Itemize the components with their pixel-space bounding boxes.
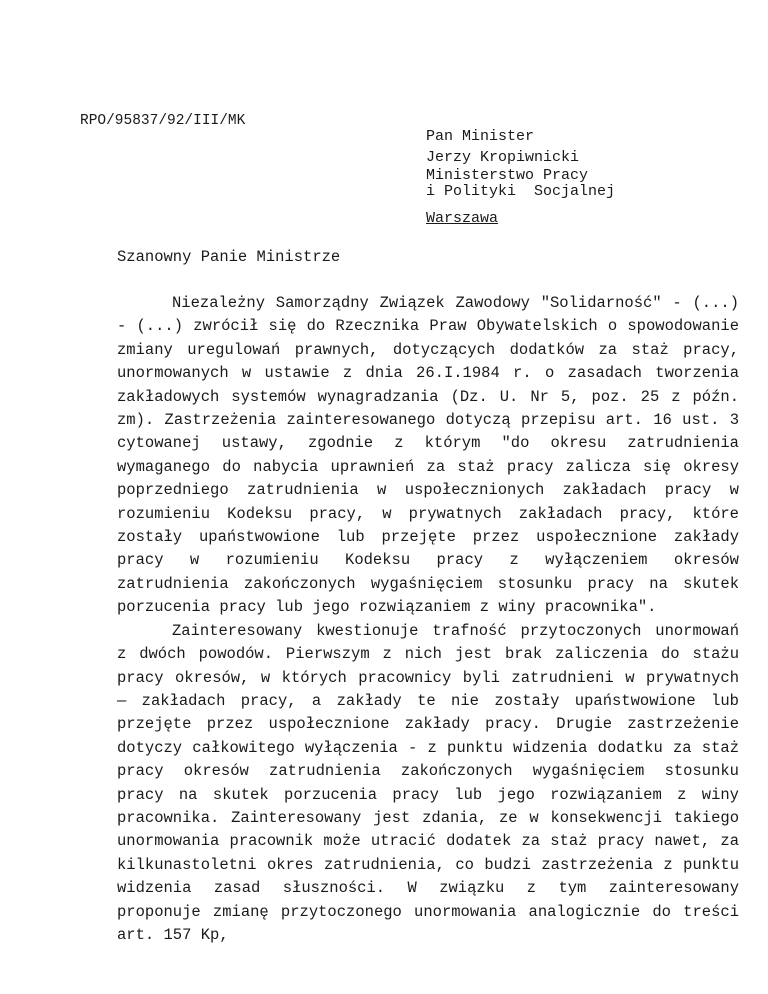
addressee-city: Warszawa <box>426 210 499 227</box>
addressee-ministry-line1: Ministerstwo Pracy <box>426 167 589 184</box>
reference-number: RPO/95837/92/III/MK <box>80 113 246 129</box>
addressee-ministry-line2: i Polityki Socjalnej <box>426 183 616 200</box>
salutation: Szanowny Panie Ministrze <box>117 248 341 266</box>
addressee-block <box>426 126 615 229</box>
body-paragraph-2: Zainteresowany kwestionuje trafność przytoczonych unormowań z dwóch powodów. Pierwszym z nich jest brak zaliczenia do stażu pracy okresów, w których pracownicy byli zatrudnieni w prywatnych — zakładach pracy, a zakłady te nie zostały upaństwowione lub przejęte przez uspołecznione zakłady pracy. Drugie zastrzeżenie dotyczy całkowitego wyłączenia - z punktu widzenia dodatku za staż pracy okresów zatrudnienia zakończonych wygaśnięciem stosunku pracy na skutek porzucenia pracy lub jego rozwiązaniem z winy pracownika. Zainteresowany jest zdania, ze w konsekwencji takiego unormowania pracownik może utracić dodatek za staż pracy nawet, za kilkunastoletni okres zatrudnienia, co budzi zastrzeżenia z punktu widzenia zasad słuszności. W związku z tym zainteresowany proponuje zmianę przytoczonego unormowania analogicznie do treści art. 157 Kp, <box>117 621 739 944</box>
addressee-title: Pan Minister <box>426 128 535 145</box>
letter-body <box>117 292 739 947</box>
addressee-name: Jerzy Kropiwnicki <box>426 149 580 166</box>
addressee-spacer <box>426 200 615 206</box>
body-paragraph-1: Niezależny Samorządny Związek Zawodowy "Solidarność" - (...) - (...) zwrócił się do Rzecznika Praw Obywatelskich o spowodowanie zmiany uregulowań prawnych, dotyczących dodatków za staż pracy, unormowanych w ustawie z dnia 26.I.1984 r. o zasadach tworzenia zakładowych systemów wynagradzania (Dz. U. Nr 5, poz. 25 z późn. zm). Zastrzeżenia zainteresowanego dotyczą przepisu art. 16 ust. 3 cytowanej ustawy, zgodnie z którym "do okresu zatrudnienia wymaganego do nabycia uprawnień za staż pracy zalicza się okresy poprzedniego zatrudnienia w uspołecznionych zakładach pracy w rozumieniu Kodeksu pracy, w prywatnych zakładach pracy, które zostały upaństwowione lub przejęte przez uspołecznione zakłady pracy w rozumieniu Kodeksu pracy z wyłączeniem okresów zatrudnienia zakończonych wygaśnięciem stosunku pracy na skutek porzucenia pracy lub jego rozwiązaniem z winy pracownika". <box>117 294 739 617</box>
